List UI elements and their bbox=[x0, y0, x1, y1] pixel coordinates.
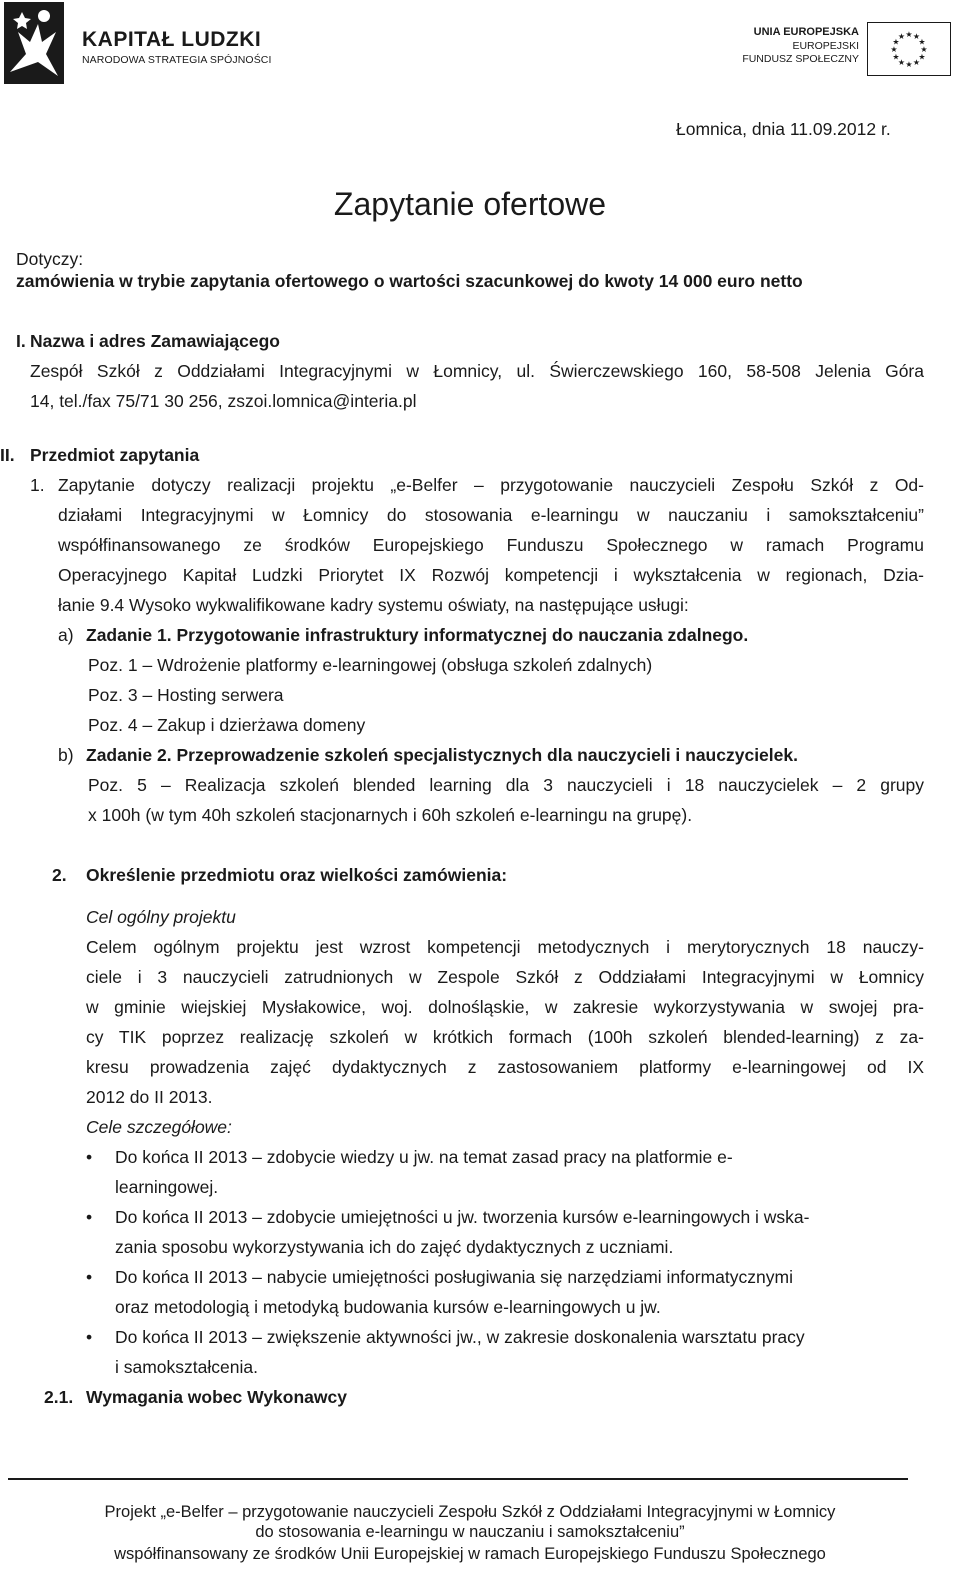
section1-number: I. bbox=[16, 331, 26, 351]
task-a-marker: a) bbox=[58, 625, 74, 645]
task-b-position: x 100h (w tym 40h szkoleń stacjonarnych i 60h szkoleń e-learningu na grupę). bbox=[88, 805, 693, 825]
eu-logo-line3: FUNDUSZ SPOŁECZNY bbox=[742, 53, 859, 65]
item2-number: 2. bbox=[52, 865, 67, 885]
eu-star-mark: ★ bbox=[905, 60, 913, 69]
item1-line: współfinansowanego ze środków Europejskiego Funduszu Społecznego w ramach Programu bbox=[58, 535, 924, 555]
general-goal-line: 2012 do II 2013. bbox=[86, 1087, 213, 1107]
section2-number: II. bbox=[0, 445, 15, 465]
eu-star-mark: ★ bbox=[897, 57, 906, 67]
task-a-position: Poz. 4 – Zakup i dzierżawa domeny bbox=[88, 715, 366, 735]
detailed-goal-line: Do końca II 2013 – nabycie umiejętności posługiwania się narzędziami informatycznymi bbox=[115, 1267, 793, 1287]
general-goal-line: Celem ogólnym projektu jest wzrost kompetencji metodycznych i merytorycznych 18 nauczy- bbox=[86, 937, 924, 957]
general-goal-line: w gminie wiejskiej Mysłakowice, woj. dolnośląskie, w zakresie wykorzystywania w swojej pra- bbox=[86, 997, 924, 1017]
bullet-icon: • bbox=[86, 1267, 93, 1287]
detailed-goal-line: zania sposobu wykorzystywania ich do zajęć dydaktycznych z uczniami. bbox=[115, 1237, 674, 1257]
eu-star-mark: ★ bbox=[912, 57, 921, 67]
eu-flag-stars-icon bbox=[867, 22, 951, 76]
eu-star-mark: ★ bbox=[897, 32, 906, 42]
item1-number: 1. bbox=[30, 475, 45, 495]
task-a-label-text: Zadanie 1. bbox=[86, 625, 172, 645]
eu-star-mark: ★ bbox=[920, 45, 928, 54]
regarding-text: zamówienia w trybie zapytania ofertowego o wartości szacunkowej do kwoty 14 000 euro netto bbox=[16, 271, 803, 291]
item1-line: łanie 9.4 Wysoko wykwalifikowane kadry systemu oświaty, na następujące usługi: bbox=[58, 595, 689, 615]
logo-title: KAPITAŁ LUDZKI bbox=[82, 28, 262, 51]
eu-logo bbox=[736, 22, 951, 74]
item1-line: działami Integracyjnymi w Łomnicy do stosowania e-learningu w nauczaniu i samokształceniu” bbox=[58, 505, 924, 525]
eu-star-mark: ★ bbox=[890, 45, 898, 54]
logo-subtitle: NARODOWA STRATEGIA SPÓJNOŚCI bbox=[82, 54, 272, 66]
detailed-goal-line: learningowej. bbox=[115, 1177, 219, 1197]
task-a-title: Przygotowanie infrastruktury informatycznej do nauczania zdalnego. bbox=[176, 625, 749, 645]
general-goal-line: cy TIK poprzez realizację szkoleń w krótkich formach (100h szkoleń blended-learning) z za- bbox=[86, 1027, 924, 1047]
section1-address-line: Zespół Szkół z Oddziałami Integracyjnymi w Łomnicy, ul. Świerczewskiego 160, 58-508 Jelenia Góra bbox=[30, 361, 924, 381]
bullet-icon: • bbox=[86, 1327, 93, 1347]
task-b-title: Przeprowadzenie szkoleń specjalistycznych dla nauczycieli i nauczycielek. bbox=[176, 745, 798, 765]
section1-heading: Nazwa i adres Zamawiającego bbox=[30, 331, 280, 351]
page-title: Zapytanie ofertowe bbox=[333, 186, 607, 222]
eu-logo-line2: EUROPEJSKI bbox=[792, 40, 859, 52]
eu-star-mark: ★ bbox=[918, 52, 926, 62]
eu-star-mark: ★ bbox=[892, 52, 900, 62]
general-goal-line: ciele i 3 nauczycieli zatrudnionych w Zespole Szkół z Oddziałami Integracyjnymi w Łomnicy bbox=[86, 967, 924, 987]
detailed-goal-line: Do końca II 2013 – zwiększenie aktywności jw., w zakresie doskonalenia warsztatu pracy bbox=[115, 1327, 805, 1347]
section1-address-line: 14, tel./fax 75/71 30 256, zszoi.lomnica@interia.pl bbox=[30, 391, 417, 411]
detailed-goal-line: i samokształcenia. bbox=[115, 1357, 258, 1377]
section2-heading: Przedmiot zapytania bbox=[30, 445, 200, 465]
regarding-label: Dotyczy: bbox=[16, 249, 84, 269]
eu-star-mark: ★ bbox=[905, 30, 913, 39]
human-capital-figure-icon bbox=[4, 2, 64, 84]
footer-divider bbox=[8, 1478, 908, 1480]
detailed-goal-line: Do końca II 2013 – zdobycie umiejętności u jw. tworzenia kursów e-learningowych i wska- bbox=[115, 1207, 810, 1227]
detailed-goal-line: oraz metodologią i metodyką budowania kursów e-learningowych u jw. bbox=[115, 1297, 661, 1317]
place-date: Łomnica, dnia 11.09.2012 r. bbox=[676, 119, 891, 139]
task-a-label bbox=[86, 624, 748, 646]
task-a-position: Poz. 1 – Wdrożenie platformy e-learningowej (obsługa szkoleń zdalnych) bbox=[88, 655, 653, 675]
task-b-marker: b) bbox=[58, 745, 74, 765]
eu-logo-line1: UNIA EUROPEJSKA bbox=[753, 26, 859, 38]
task-b-label-text: Zadanie 2. bbox=[86, 745, 172, 765]
kapital-ludzki-logo bbox=[4, 2, 272, 84]
bullet-icon: • bbox=[86, 1207, 93, 1227]
eu-star-mark: ★ bbox=[912, 32, 921, 42]
item2-1-number: 2.1. bbox=[44, 1387, 74, 1407]
bullet-icon: • bbox=[86, 1147, 93, 1167]
general-goal-line: kresu prowadzenia zajęć dydaktycznych z zastosowaniem platformy e-learningowej od IX bbox=[86, 1057, 924, 1077]
eu-star-mark: ★ bbox=[918, 37, 926, 47]
footer-line: Projekt „e-Belfer – przygotowanie nauczycieli Zespołu Szkół z Oddziałami Integracyjnymi w Łomnicy bbox=[104, 1503, 836, 1521]
footer-line: do stosowania e-learningu w nauczaniu i samokształceniu” bbox=[255, 1523, 685, 1541]
footer-line: współfinansowany ze środków Unii Europejskiej w ramach Europejskiego Funduszu Społecznego bbox=[114, 1545, 826, 1563]
task-b-label bbox=[86, 744, 798, 766]
task-b-position: Poz. 5 – Realizacja szkoleń blended learning dla 3 nauczycieli i 18 nauczycielek – 2 grupy bbox=[88, 775, 924, 795]
general-goal-label: Cel ogólny projektu bbox=[86, 907, 236, 927]
task-a-position: Poz. 3 – Hosting serwera bbox=[88, 685, 284, 705]
eu-star-mark: ★ bbox=[892, 37, 900, 47]
item1-line: Zapytanie dotyczy realizacji projektu „e-Belfer – przygotowanie nauczycieli Zespołu Szkół z Od- bbox=[58, 475, 924, 495]
detailed-goals-label: Cele szczegółowe: bbox=[86, 1117, 232, 1137]
item1-line: Operacyjnego Kapitał Ludzki Priorytet IX Rozwój kompetencji i wykształcenia w regionach, Dzia- bbox=[58, 565, 924, 585]
detailed-goal-line: Do końca II 2013 – zdobycie wiedzy u jw. na temat zasad pracy na platformie e- bbox=[115, 1147, 733, 1167]
item2-1-heading: Wymagania wobec Wykonawcy bbox=[86, 1387, 347, 1407]
item2-heading: Określenie przedmiotu oraz wielkości zamówienia: bbox=[86, 865, 508, 885]
